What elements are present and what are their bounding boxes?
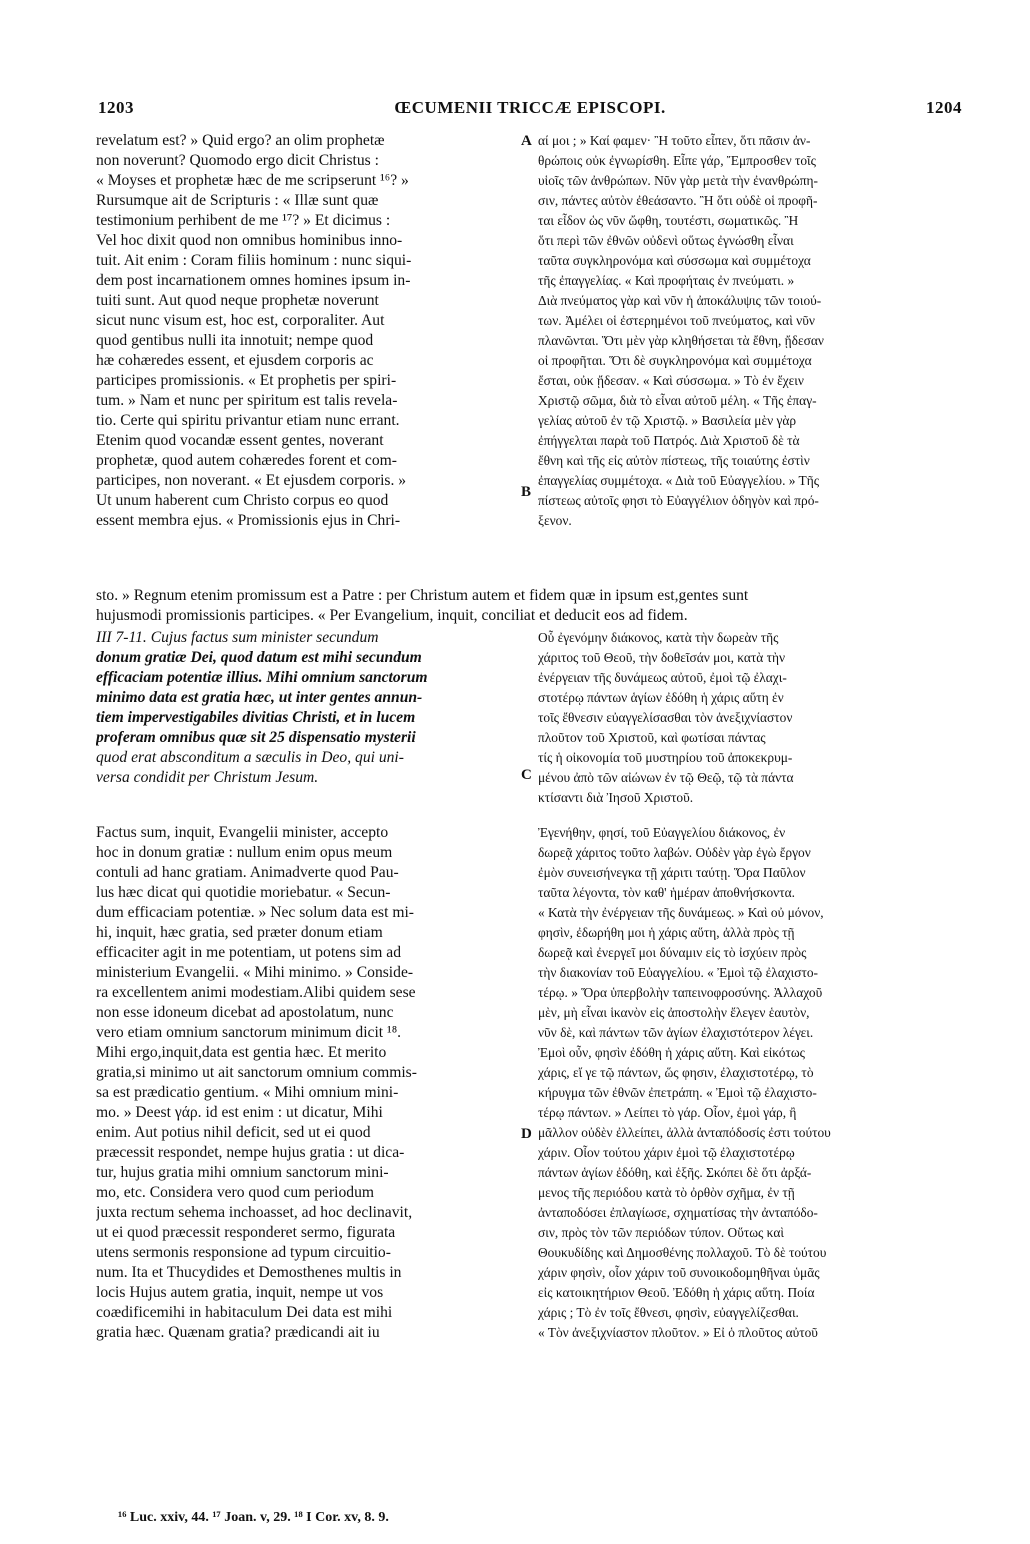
text-line: ut ei quod præcessit responderet sermo, figurata (96, 1224, 396, 1241)
text-line: μένου ἀπὸ τῶν αἰώνων ἐν τῷ Θεῷ, τῷ τὰ πάντα (538, 770, 794, 785)
text-line: versa condidit per Christum Jesum. (96, 769, 319, 786)
greek-column-block-1 (538, 131, 964, 536)
text-line: tur, hujus gratia mihi omnium sanctorum mini- (96, 1164, 389, 1181)
text-line: hoc in donum gratiæ : nullum enim opus meum (96, 844, 393, 861)
text-line: Rursumque ait de Scripturis : « Illæ sunt quæ (96, 192, 379, 209)
text-line: αί μοι ; » Καί φαμεν· Ἢ τοῦτο εἶπεν, ὅτι πᾶσιν ἀν- (538, 133, 811, 148)
text-line: χάρις, εἴ γε τῷ πάντων, ὥς φησιν, ἐλαχιστοτέρῳ, τὸ (538, 1065, 814, 1080)
text-line: quod gentibus nulli ita innotuit; nempe quod (96, 332, 374, 349)
text-line: χάριν φησὶν, οἷον χάριν τοῦ συνοικοδομηθῆναι ὑμᾶς (538, 1265, 820, 1280)
text-line: γελίας αὐτοῦ ἐν τῷ Χριστῷ. » Βασιλεία μὲν γὰρ (538, 413, 797, 428)
commentary-latin-column (96, 823, 524, 1348)
text-line: hi, inquit, hæc gratia, sed præter donum etiam (96, 924, 383, 941)
text-line: sicut nunc visum est, hoc est, corporaliter. Aut (96, 312, 385, 329)
text-line: μᾶλλον οὐδὲν ἐλλείπει, ἀλλὰ ἀνταπόδοσίς ἐστι τούτου (538, 1125, 831, 1140)
text-line: τέρῳ. » Ὅρα ὑπερβολὴν ταπεινοφροσύνης. Ἀλλαχοῦ (538, 985, 823, 1000)
footnotes: ¹⁶ Luc. xxiv, 44. ¹⁷ Joan. v, 29. ¹⁸ I Cor. xv, 8. 9. (118, 1510, 389, 1525)
text-line: « Τὸν ἀνεξιχνίαστον πλοῦτον. » Εἰ ὁ πλοῦτος αὐτοῦ (538, 1325, 818, 1340)
text-line: κήρυγμα τῶν ἐθνῶν ἐπετράπη. « Ἐμοὶ τῷ ἐλαχιστο- (538, 1085, 817, 1100)
text-line: Mihi ergo,inquit,data est gentia hæc. Et merito (96, 1044, 387, 1061)
text-line: participes, non noverant. « Et ejusdem corporis. » (96, 472, 407, 489)
text-line: non noverunt? Quomodo ergo dicit Christus : (96, 152, 379, 169)
text-line: τὴν διακονίαν τοῦ Εὐαγγελίου. « Ἐμοὶ τῷ ἐλαχιστο- (538, 965, 819, 980)
text-line: testimonium perhibent de me ¹⁷? » Et dicimus : (96, 212, 391, 229)
full-width-text (96, 586, 964, 630)
text-line: hujusmodi promissionis participes. « Per Evangelium, inquit, conciliat et deducit eos ad fidem. (96, 607, 688, 624)
text-line: ταῦτα λέγοντα, τὸν καθ' ἡμέραν ἀποθνήσκοντα. (538, 885, 795, 900)
page-number-left: 1203 (98, 98, 134, 117)
text-line: tiem impervestigabiles divitias Christi, et in lucem (96, 709, 416, 726)
text-line: ἔσται, οὐκ ᾔδεσαν. « Καὶ σύσσωμα. » Τὸ ἐν ἔχειν (538, 373, 804, 388)
running-title: ŒCUMENII TRICCÆ EPISCOPI. (394, 98, 666, 117)
text-line: τίς ἡ οἰκονομία τοῦ μυστηρίου τοῦ ἀποκεκρυμ- (538, 750, 793, 765)
text-line: ἐπαγγελίας συμμέτοχα. « Διὰ τοῦ Εὐαγγελίου. » Τῆς (538, 473, 820, 488)
text-line: tuiti sunt. Aut quod neque prophetæ noverunt (96, 292, 379, 309)
text-line: tum. » Nam et nunc per spiritum est talis revela- (96, 392, 398, 409)
text-line: ἐμὸν συνεισήνεγκα τῇ χάριτι ταύτῃ. Ὅρα Παῦλον (538, 865, 806, 880)
text-line: οἱ προφῆται. Ὅτι δὲ συγκληρονόμα καὶ συμμέτοχα (538, 353, 812, 368)
text-line: donum gratiæ Dei, quod datum est mihi secundum (96, 649, 422, 666)
text-line: « Moyses et prophetæ hæc de me scripserunt ¹⁶? » (96, 172, 409, 189)
text-line: χάριν. Οἷον τούτου χάριν ἐμοὶ τῷ ἐλαχιστοτέρῳ (538, 1145, 795, 1160)
text-line: juxta rectum sehema inchoasset, ad hoc declinavit, (96, 1204, 413, 1221)
scripture-latin-column (96, 628, 524, 793)
text-line: Οὗ ἐγενόμην διάκονος, κατὰ τὴν δωρεὰν τῆς (538, 630, 779, 645)
text-line: δωρεᾷ καὶ ἐνεργεῖ μοι δύναμιν εἰς τὸ ἰσχύειν πρὸς (538, 945, 807, 960)
text-line: ταῦτα συγκληρονόμα καὶ σύσσωμα καὶ συμμέτοχα (538, 253, 811, 268)
text-line: μενος τῆς περιόδου κατὰ τὸ ὀρθὸν σχῆμα, ἐν τῇ (538, 1185, 795, 1200)
text-line: contuli ad hanc gratiam. Animadverte quod Pau- (96, 864, 399, 881)
text-line: ministerium Evangelii. « Mihi minimo. » Conside- (96, 964, 414, 981)
text-line: essent membra ejus. « Promissionis ejus in Chri- (96, 512, 401, 529)
text-line: tuit. Ait enim : Coram filiis hominum : nunc siqui- (96, 252, 412, 269)
text-line: μὲν, μὴ εἶναι ἱκανὸν εἰς ἀποστολὴν ἔλεγεν ἑαυτὸν, (538, 1005, 810, 1020)
text-line: στοτέρῳ πάντων ἁγίων ἐδόθη ἡ χάρις αὕτη ἐν (538, 690, 784, 705)
text-line: ἐνέργειαν τῆς δυνάμεως αὐτοῦ, ἐμοὶ τῷ ἐλαχι- (538, 670, 787, 685)
text-line: sto. » Regnum etenim promissum est a Patre : per Christum autem et fidem quæ in ipsum est,gentes sunt (96, 587, 749, 604)
text-line: πάντων ἁγίων ἐδόθη, καὶ ἑξῆς. Σκόπει δὲ ὅτι ἀρξά- (538, 1165, 812, 1180)
text-line: III 7-11. Cujus factus sum minister secundum (96, 629, 379, 646)
text-line: proferam omnibus quæ sit 25 dispensatio mysterii (96, 729, 416, 746)
text-line: ἔθνη καὶ τῆς εἰς αὐτὸν πίστεως, τῆς τοιαύτης ἐστὶν (538, 453, 810, 468)
text-line: σιν, πρὸς τὸν τῶν περιόδων τύπον. Οὕτως καὶ (538, 1225, 784, 1240)
text-line: hæ cohæredes essent, et ejusdem corporis ac (96, 352, 374, 369)
text-line: δωρεᾷ χάριτος τοῦτο λαβών. Οὐδὲν γὰρ ἐγὼ ἔργον (538, 845, 811, 860)
margin-marker-d: D (521, 1126, 532, 1142)
text-line: non esse idoneum dicebat ad apostolatum, nunc (96, 1004, 394, 1021)
margin-marker-a: A (521, 133, 532, 149)
margin-marker-c: C (521, 767, 532, 783)
text-line: prophetæ, quod autem cohæredes forent et com- (96, 452, 397, 469)
text-line: σιν, πάντες αὐτὸν ἐθεάσαντο. Ἢ ὅτι οὐδὲ οἱ προφῆ- (538, 193, 818, 208)
text-line: Χριστῷ σῶμα, διὰ τὸ εἶναι αὐτοῦ μέλη. « Τῆς ἐπαγ- (538, 393, 817, 408)
text-line: ra excellentem animi modestiam.Alibi quidem sese (96, 984, 416, 1001)
text-line: Ut unum haberent cum Christo corpus eo quod (96, 492, 389, 509)
text-line: mo. » Deest γάρ. id est enim : ut dicatur, Mihi (96, 1104, 383, 1121)
commentary-greek-column (538, 823, 964, 1348)
text-line: νῦν δὲ, καὶ πάντων τῶν ἁγίων ἐλαχιστότερον λέγει. (538, 1025, 814, 1040)
text-line: tio. Certe qui spiritu privantur etiam nunc errant. (96, 412, 400, 429)
text-line: τέρῳ πάντων. » Λείπει τὸ γάρ. Οἷον, ἐμοὶ γάρ, ἢ (538, 1105, 797, 1120)
text-line: χάριτος τοῦ Θεοῦ, τὴν δοθεῖσάν μοι, κατὰ τὴν (538, 650, 786, 665)
text-line: ὅτι περὶ τῶν ἐθνῶν οὐδενὶ οὕτως ἐγνώσθη εἶναι (538, 233, 794, 248)
text-line: ἐπήγγελται παρὰ τοῦ Πατρός. Διὰ Χριστοῦ δὲ τὰ (538, 433, 800, 448)
text-line: Vel hoc dixit quod non omnibus hominibus inno- (96, 232, 403, 249)
text-line: dem post incarnationem omnes homines ipsum in- (96, 272, 411, 289)
latin-column-block-1 (96, 131, 524, 536)
text-line: Ἐγενήθην, φησί, τοῦ Εὐαγγελίου διάκονος, ἐν (538, 825, 786, 840)
page-number-right: 1204 (926, 98, 962, 117)
text-line: ται εἶδον ὡς νῦν ὤφθη, τουτέστι, σωματικῶς. Ἢ (538, 213, 799, 228)
text-line: Θουκυδίδης καὶ Δημοσθένης πολλαχοῦ. Τὸ δὲ τούτου (538, 1245, 827, 1260)
text-line: κτίσαντι διὰ Ἰησοῦ Χριστοῦ. (538, 790, 694, 805)
text-line: των. Ἀμέλει οἱ ἐστερημένοι τοῦ πνεύματος, καὶ νῦν (538, 313, 815, 328)
text-line: locis Hujus autem gratia, inquit, nempe ut vos (96, 1284, 384, 1301)
text-line: minimo data est gratia hæc, ut inter gentes annun- (96, 689, 423, 706)
text-line: gratia,si minimo ut ait sanctorum omnium commis- (96, 1064, 417, 1081)
text-line: quod erat absconditum a sæculis in Deo, qui uni- (96, 749, 404, 766)
text-line: εἰς κατοικητήριον Θεοῦ. Ἐδόθη ἡ χάρις αὕτη. Ποία (538, 1285, 815, 1300)
text-line: ἀνταποδόσει ἐπλαγίωσε, σχηματίσας τὴν ἀνταπόδο- (538, 1205, 818, 1220)
text-line: participes promissionis. « Et prophetis per spiri- (96, 372, 397, 389)
text-line: « Κατὰ τὴν ἐνέργειαν τῆς δυνάμεως. » Καὶ οὐ μόνον, (538, 905, 824, 920)
text-line: efficaciam potentiæ illius. Mihi omnium sanctorum (96, 669, 428, 686)
text-line: Διὰ πνεύματος γὰρ καὶ νῦν ἡ ἀποκάλυψις τῶν τοιού- (538, 293, 822, 308)
text-line: enim. Aut potius nihil deficit, sed ut ei quod (96, 1124, 371, 1141)
text-line: lus hæc dicat qui quotidie moriebatur. « Secun- (96, 884, 391, 901)
text-line: τῆς ἐπαγγελίας. « Καὶ προφήταις ἐν πνεύματι. » (538, 273, 795, 288)
text-line: πλανῶνται. Ὅτι μὲν γὰρ κληθήσεται τὰ ἔθνη, ᾔδεσαν (538, 333, 824, 348)
text-line: χάρις ; Τὸ ἐν τοῖς ἔθνεσι, φησὶν, εὐαγγελίζεσθαι. (538, 1305, 799, 1320)
text-line: πίστεως αὐτοῖς φησι τὸ Εὐαγγέλιον ὁδηγὸν καὶ πρό- (538, 493, 819, 508)
text-line: πλοῦτον τοῦ Χριστοῦ, καὶ φωτίσαι πάντας (538, 730, 766, 745)
text-line: Etenim quod vocandæ essent gentes, noverant (96, 432, 384, 449)
text-line: Factus sum, inquit, Evangelii minister, accepto (96, 824, 389, 841)
page-header (98, 98, 962, 124)
text-line: φησὶν, ἐδωρήθη μοι ἡ χάρις αὕτη, ἀλλὰ πρὸς τῇ (538, 925, 795, 940)
scripture-greek-column (538, 628, 964, 813)
text-line: dum efficaciam potentiæ. » Nec solum data est mi- (96, 904, 414, 921)
text-line: num. Ita et Thucydides et Demosthenes multis in (96, 1264, 402, 1281)
margin-marker-b: B (521, 484, 532, 500)
text-line: Ἐμοὶ οὖν, φησὶν ἐδόθη ἡ χάρις αὕτη. Καὶ εἰκότως (538, 1045, 805, 1060)
text-line: τοῖς ἔθνεσιν εὐαγγελίσασθαι τὸν ἀνεξιχνίαστον (538, 710, 793, 725)
text-line: gratia hæc. Quænam gratia? prædicandi ait iu (96, 1324, 380, 1341)
text-line: præcessit respondet, nempe hujus gratia : ut dica- (96, 1144, 405, 1161)
text-line: efficaciter agit in me potentiam, ut potens sim ad (96, 944, 401, 961)
text-line: revelatum est? » Quid ergo? an olim prophetæ (96, 132, 385, 149)
text-line: utens sermonis responsione ad typum circuitio- (96, 1244, 391, 1261)
text-line: coædificemihi in habitaculum Dei data est mihi (96, 1304, 393, 1321)
text-line: sa est prædicatio gentium. « Mihi omnium mini- (96, 1084, 399, 1101)
text-line: mo, etc. Considera vero quod cum periodum (96, 1184, 375, 1201)
text-line: vero etiam omnium sanctorum minimum dicit ¹⁸. (96, 1024, 402, 1041)
text-line: θρώποις οὐκ ἐγνωρίσθη. Εἶπε γάρ, Ἔμπροσθεν τοῖς (538, 153, 816, 168)
text-line: υἱοῖς τῶν ἀνθρώπων. Νῦν γὰρ μετὰ τὴν ἐνανθρώπη- (538, 173, 818, 188)
text-line: ξενον. (538, 513, 572, 528)
